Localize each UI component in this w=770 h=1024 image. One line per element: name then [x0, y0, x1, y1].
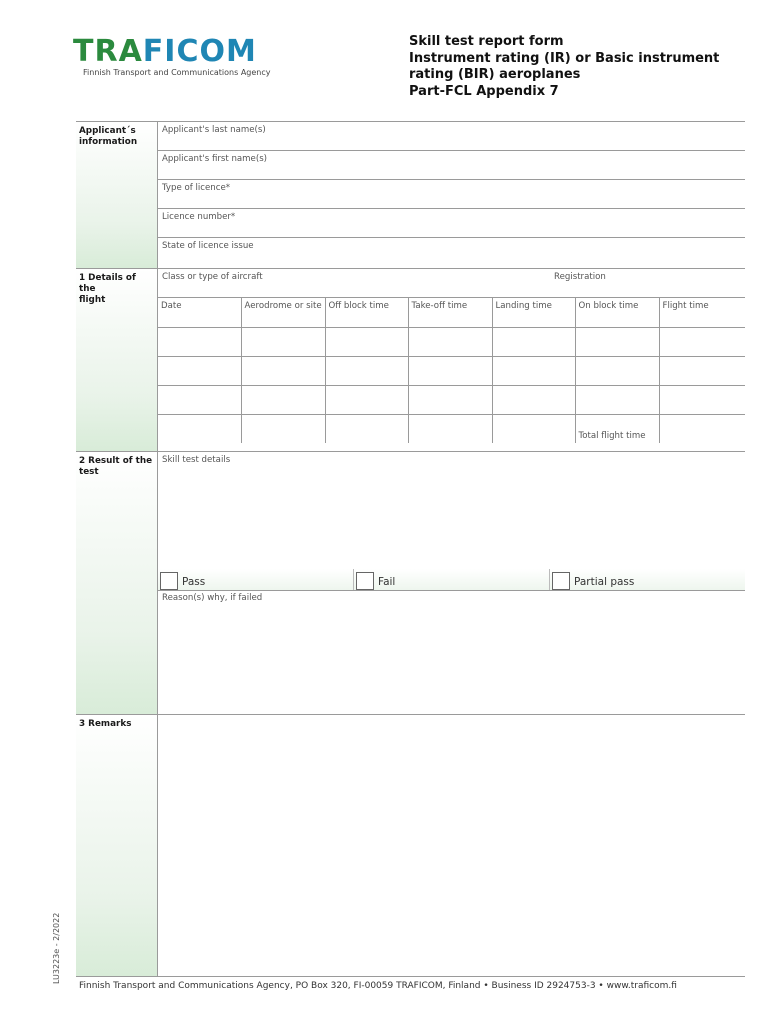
column-header: Aerodrome or site: [241, 298, 325, 327]
flight-times-table: [158, 298, 745, 443]
logo-part-tra: TRA: [73, 34, 143, 69]
pass-checkbox[interactable]: [160, 572, 178, 590]
form-code: [52, 906, 66, 984]
table-cell[interactable]: [492, 414, 575, 443]
table-cell[interactable]: [408, 356, 492, 385]
logo-wordmark: [73, 36, 271, 68]
table-row: [158, 385, 745, 414]
total-flight-time-label: Total flight time: [575, 414, 659, 443]
field-label: Registration: [554, 272, 606, 282]
label-line: flight: [79, 295, 106, 305]
table-row: [158, 327, 745, 356]
applicant-fields: [158, 122, 745, 268]
label-line: Applicant´s: [79, 126, 136, 136]
table-cell[interactable]: [659, 385, 745, 414]
remarks-field[interactable]: [158, 715, 745, 976]
table-cell[interactable]: [575, 327, 659, 356]
table-cell[interactable]: [241, 414, 325, 443]
title-line-4: Part-FCL Appendix 7: [409, 83, 559, 99]
aircraft-row: [158, 269, 745, 298]
result-options: [158, 569, 745, 591]
field-label: Skill test details: [162, 455, 231, 465]
table-cell[interactable]: [575, 385, 659, 414]
field-label: Reason(s) why, if failed: [162, 593, 263, 603]
table-cell[interactable]: [659, 327, 745, 356]
table-cell[interactable]: [241, 385, 325, 414]
table-cell[interactable]: [492, 327, 575, 356]
column-header: Date: [158, 298, 241, 327]
table-cell[interactable]: [575, 356, 659, 385]
table-cell[interactable]: [241, 356, 325, 385]
skill-test-details-field[interactable]: [158, 452, 745, 569]
label-line: 2 Result of the: [79, 456, 153, 466]
column-header: On block time: [575, 298, 659, 327]
first-name-field[interactable]: [158, 151, 745, 180]
licence-state-field[interactable]: [158, 238, 745, 267]
field-label: Applicant's first name(s): [162, 154, 268, 164]
table-row: [158, 414, 745, 443]
table-cell[interactable]: [659, 356, 745, 385]
pass-label: Pass: [182, 576, 206, 588]
section-label-remarks: [76, 715, 158, 976]
table-cell[interactable]: [408, 385, 492, 414]
section-result: [76, 451, 745, 714]
section-label-applicant: [76, 122, 158, 268]
section-remarks: [76, 714, 745, 977]
field-label: Class or type of aircraft: [162, 272, 263, 282]
form-code-text: LU3223e - 2/2022: [52, 912, 61, 984]
flight-fields: [158, 269, 745, 451]
label-line: 1 Details of the: [79, 273, 136, 294]
total-flight-time-field[interactable]: [659, 414, 745, 443]
column-header: Take-off time: [408, 298, 492, 327]
field-label: Applicant's last name(s): [162, 125, 266, 135]
table-cell[interactable]: [408, 327, 492, 356]
table-cell[interactable]: [408, 414, 492, 443]
column-header: Off block time: [325, 298, 408, 327]
table-cell[interactable]: [325, 356, 408, 385]
section-flight: [76, 268, 745, 451]
logo-subtitle: Finnish Transport and Communications Agency: [83, 68, 271, 77]
reason-field[interactable]: [158, 592, 745, 714]
fail-label: Fail: [378, 576, 396, 588]
section-applicant: [76, 121, 745, 268]
logo-part-com: COM: [176, 34, 257, 69]
result-fields: [158, 452, 745, 714]
table-row: [158, 356, 745, 385]
aircraft-field[interactable]: [158, 269, 550, 297]
field-label: Licence number*: [162, 212, 236, 222]
table-cell[interactable]: [158, 327, 241, 356]
section-label-flight: [76, 269, 158, 451]
title-line-3: rating (BIR) aeroplanes: [409, 67, 581, 82]
table-cell[interactable]: [492, 356, 575, 385]
partial-pass-checkbox[interactable]: [552, 572, 570, 590]
label-line: 3 Remarks: [79, 719, 132, 729]
label-line: information: [79, 137, 138, 147]
partial-pass-label: Partial pass: [574, 576, 635, 588]
form-title: [409, 34, 719, 100]
table-cell[interactable]: [158, 356, 241, 385]
fail-option[interactable]: [354, 569, 550, 590]
title-line-1: Skill test report form: [409, 34, 564, 49]
column-header: Flight time: [659, 298, 745, 327]
licence-type-field[interactable]: [158, 180, 745, 209]
partial-pass-option[interactable]: [550, 569, 745, 590]
last-name-field[interactable]: [158, 122, 745, 151]
pass-option[interactable]: [158, 569, 354, 590]
field-label: Type of licence*: [162, 183, 231, 193]
table-cell[interactable]: [325, 327, 408, 356]
registration-field[interactable]: [550, 269, 745, 297]
table-header-row: [158, 298, 745, 327]
footer: Finnish Transport and Communications Agency, PO Box 320, FI-00059 TRAFICOM, Finland • Business ID 2924753-3 • www.traficom.fi: [79, 981, 677, 991]
section-label-result: [76, 452, 158, 714]
column-header: Landing time: [492, 298, 575, 327]
report-form: [76, 121, 745, 977]
licence-number-field[interactable]: [158, 209, 745, 238]
fail-checkbox[interactable]: [356, 572, 374, 590]
field-label: State of licence issue: [162, 241, 254, 251]
table-cell[interactable]: [325, 385, 408, 414]
title-line-2: Instrument rating (IR) or Basic instrument: [409, 50, 720, 66]
table-cell[interactable]: [241, 327, 325, 356]
logo-part-fi: FI: [142, 34, 177, 69]
table-cell[interactable]: [158, 414, 241, 443]
traficom-logo: [73, 36, 271, 77]
table-cell[interactable]: [325, 414, 408, 443]
label-line: test: [79, 467, 99, 477]
table-cell[interactable]: [492, 385, 575, 414]
table-cell[interactable]: [158, 385, 241, 414]
